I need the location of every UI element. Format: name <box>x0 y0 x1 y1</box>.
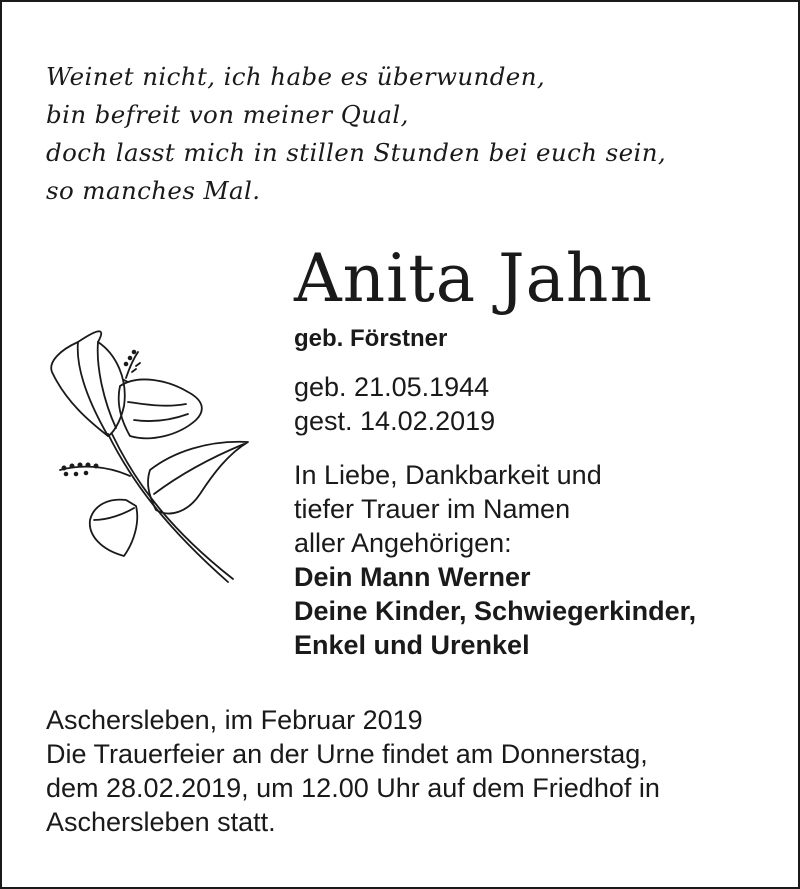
poem-line: doch lasst mich in stillen Stunden bei euch sein, <box>46 138 667 167</box>
mourner-name-line: Dein Mann Werner <box>294 562 531 592</box>
poem-line: Weinet nicht, ich habe es überwunden, <box>46 62 546 91</box>
maiden-name: geb. Förstner <box>294 325 448 352</box>
place-date: Aschersleben, im Februar 2019 <box>46 705 423 735</box>
mourner-name-line: Deine Kinder, Schwiegerkinder, <box>294 596 697 626</box>
ceremony-line: Die Trauerfeier an der Urne findet am Donnerstag, <box>46 739 648 769</box>
calla-lily-icon <box>38 324 258 594</box>
life-dates <box>294 370 495 438</box>
mourner-name-line: Enkel und Urenkel <box>294 630 530 660</box>
ceremony-line: Aschersleben statt. <box>46 807 276 837</box>
birth-date: geb. 21.05.1944 <box>294 372 490 402</box>
poem-line: bin befreit von meiner Qual, <box>46 100 409 129</box>
poem <box>46 58 666 210</box>
ceremony-line: dem 28.02.2019, um 12.00 Uhr auf dem Friedhof in <box>46 773 660 803</box>
deceased-name: Anita Jahn <box>294 240 653 317</box>
mourners-intro-line: aller Angehörigen: <box>294 528 512 558</box>
mourners-intro-line: tiefer Trauer im Namen <box>294 494 571 524</box>
mourners-block <box>294 458 696 662</box>
footer-block <box>46 703 660 839</box>
death-date: gest. 14.02.2019 <box>294 406 496 436</box>
mourners-intro-line: In Liebe, Dankbarkeit und <box>294 460 602 490</box>
poem-line: so manches Mal. <box>46 176 261 205</box>
